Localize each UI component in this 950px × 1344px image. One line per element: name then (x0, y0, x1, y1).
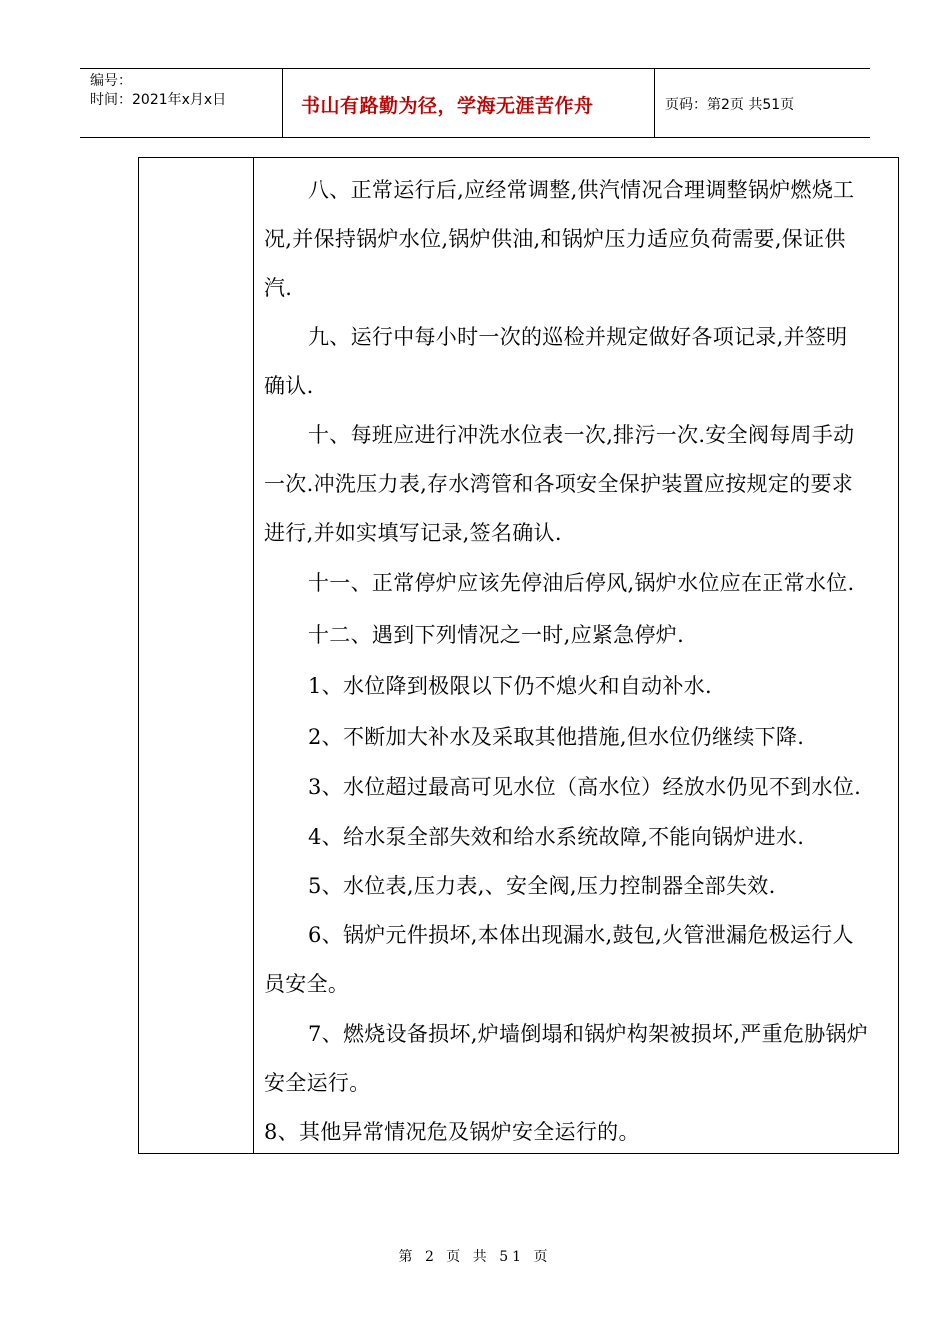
body-line: 3、水位超过最高可见水位（高水位）经放水仍见不到水位. (308, 775, 862, 799)
page-header (80, 68, 870, 138)
body-line: 况,并保持锅炉水位,锅炉供油,和锅炉压力适应负荷需要,保证供 (264, 227, 846, 251)
body-line: 7、燃烧设备损坏,炉墙倒塌和锅炉构架被损坏,严重危胁锅炉 (308, 1022, 869, 1046)
body-line: 十、每班应进行冲洗水位表一次,排污一次.安全阀每周手动 (308, 423, 855, 447)
body-line: 6、锅炉元件损坏,本体出现漏水,鼓包,火管泄漏危极运行人 (308, 923, 854, 947)
body-line: 4、给水泵全部失效和给水系统故障,不能向锅炉进水. (308, 825, 805, 849)
body-line: 进行,并如实填写记录,签名确认. (264, 521, 562, 545)
content-table (138, 157, 899, 1154)
header-info-cell (80, 69, 283, 137)
body-line: 2、不断加大补水及采取其他措施,但水位仍继续下降. (308, 725, 805, 749)
body-line: 十二、遇到下列情况之一时,应紧急停炉. (308, 623, 685, 647)
body-line: 安全运行。 (264, 1071, 371, 1095)
body-line: 十一、正常停炉应该先停油后停风,锅炉水位应在正常水位. (308, 571, 855, 595)
header-motto: 书山有路勤为径，学海无涯苦作舟 (301, 95, 594, 117)
body-line: 1、水位降到极限以下仍不熄火和自动补水. (308, 674, 713, 698)
doc-time-label: 时间：2021年x月x日 (90, 92, 227, 108)
body-line: 员安全。 (264, 972, 350, 996)
body-line: 确认. (264, 374, 314, 398)
header-page-cell (655, 69, 870, 137)
body-line: 八、正常运行后,应经常调整,供汽情况合理调整锅炉燃烧工 (308, 178, 855, 202)
header-page-code: 页码：第2页 共51页 (665, 97, 795, 113)
table-left-cell (139, 158, 254, 1153)
doc-code-label: 编号： (90, 73, 132, 89)
table-text-cell (254, 158, 898, 1153)
body-line: 8、其他异常情况危及锅炉安全运行的。 (264, 1120, 640, 1144)
page-footer: 第 2 页 共 51 页 (398, 1249, 552, 1265)
body-line: 5、水位表,压力表,、安全阀,压力控制器全部失效. (308, 874, 776, 898)
header-motto-cell (283, 69, 655, 137)
body-line: 九、运行中每小时一次的巡检并规定做好各项记录,并签明 (308, 325, 848, 349)
body-line: 一次.冲洗压力表,存水湾管和各项安全保护装置应按规定的要求 (264, 472, 854, 496)
body-line: 汽. (264, 276, 293, 300)
